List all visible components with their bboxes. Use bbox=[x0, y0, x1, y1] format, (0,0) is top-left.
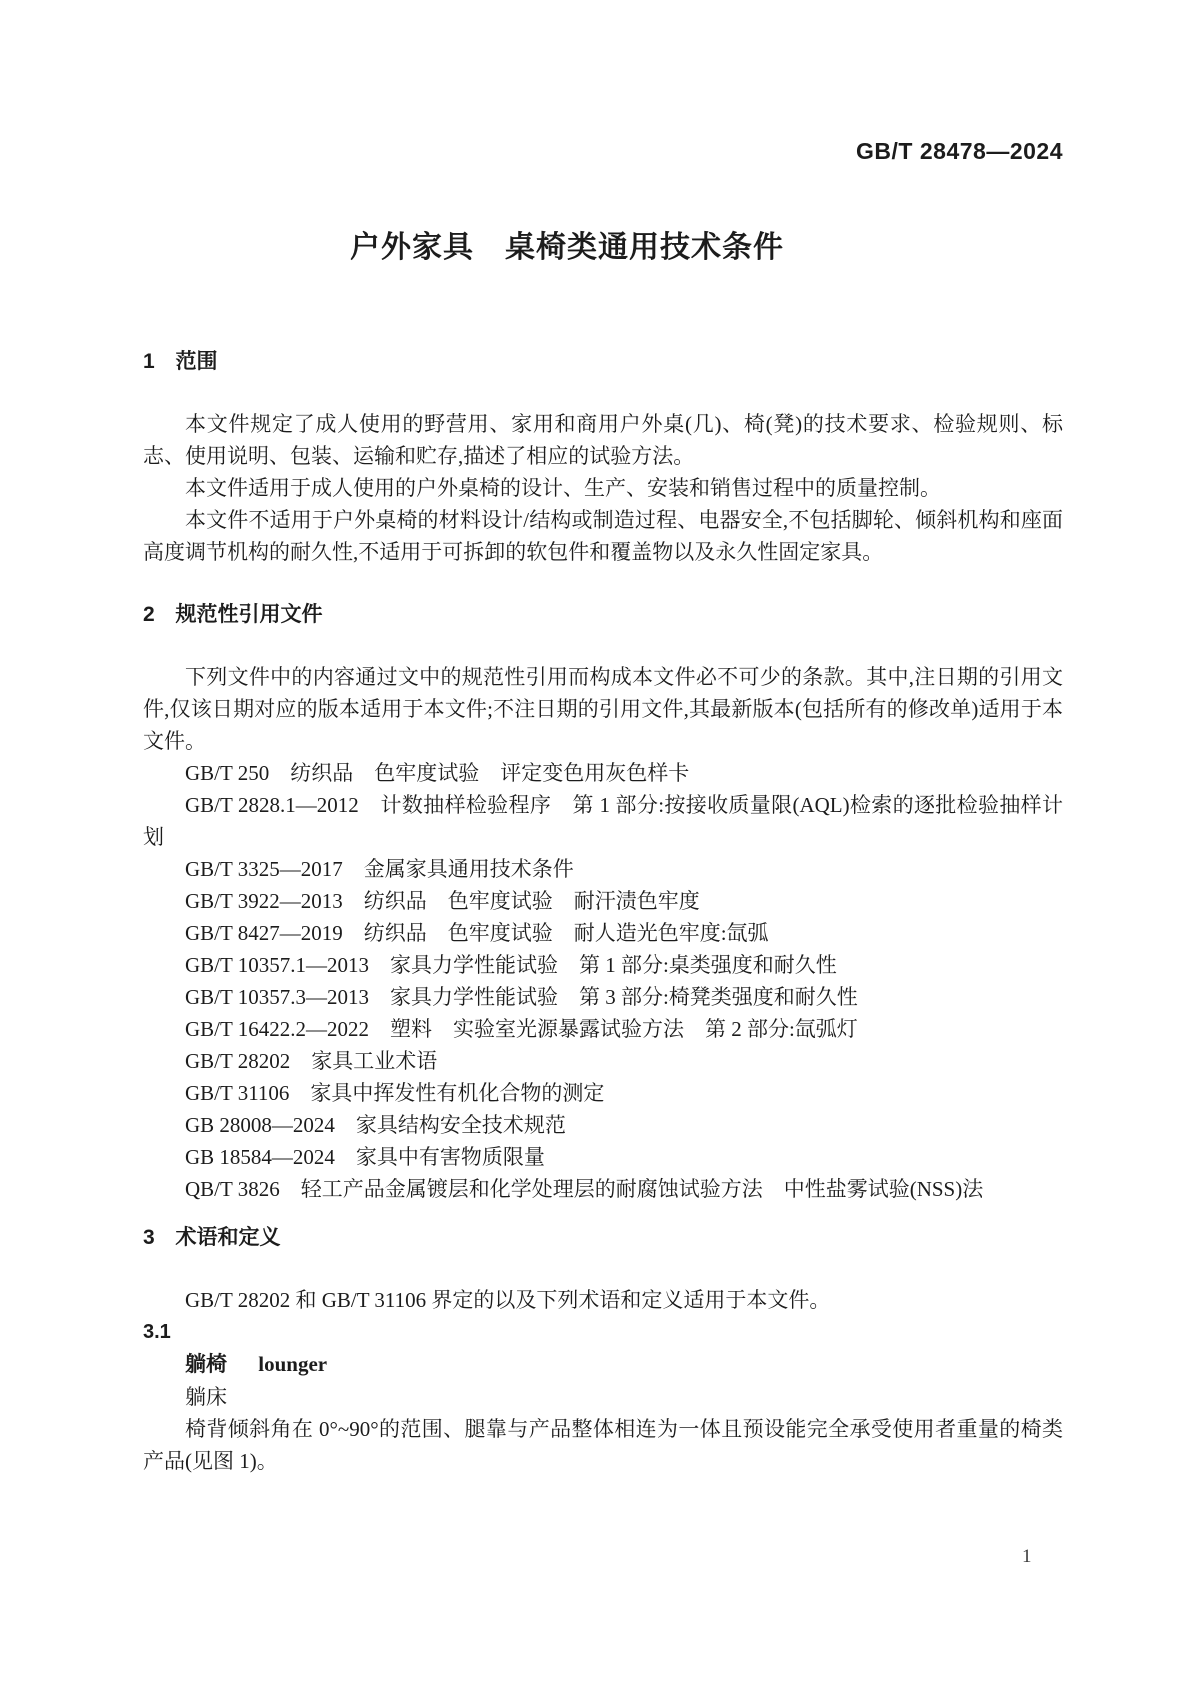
section-2-number: 2 bbox=[143, 603, 155, 626]
reference-item: GB/T 28202 家具工业术语 bbox=[185, 1049, 438, 1073]
terms-intro: GB/T 28202 和 GB/T 31106 界定的以及下列术语和定义适用于本文件。 bbox=[185, 1288, 831, 1312]
reference-item: GB/T 10357.1—2013 家具力学性能试验 第 1 部分:桌类强度和耐久性 bbox=[185, 953, 837, 977]
document-title: 户外家具 桌椅类通用技术条件 bbox=[350, 231, 784, 264]
reference-item: GB 28008—2024 家具结构安全技术规范 bbox=[185, 1113, 566, 1137]
reference-item: QB/T 3826 轻工产品金属镀层和化学处理层的耐腐蚀试验方法 中性盐雾试验(NSS)法 bbox=[185, 1177, 984, 1201]
page-content bbox=[143, 0, 1063, 1477]
section-1-heading bbox=[143, 346, 1063, 378]
term-chinese: 躺椅 bbox=[185, 1353, 227, 1376]
term-synonym: 躺床 bbox=[185, 1385, 227, 1409]
section-3-number: 3 bbox=[143, 1226, 155, 1249]
reference-item: GB/T 16422.2—2022 塑料 实验室光源暴露试验方法 第 2 部分:氙弧灯 bbox=[185, 1017, 858, 1041]
section-2-heading bbox=[143, 599, 1063, 631]
scope-paragraph-3: 本文件不适用于户外桌椅的材料设计/结构或制造过程、电器安全,不包括脚轮、倾斜机构和座面高度调节机构的耐久性,不适用于可拆卸的软包件和覆盖物以及永久性固定家具。 bbox=[143, 508, 1063, 564]
reference-item: GB/T 250 纺织品 色牢度试验 评定变色用灰色样卡 bbox=[185, 761, 690, 785]
section-3-heading bbox=[143, 1222, 1063, 1254]
reference-item: GB/T 31106 家具中挥发性有机化合物的测定 bbox=[185, 1081, 605, 1105]
reference-item: GB/T 3325—2017 金属家具通用技术条件 bbox=[185, 857, 574, 881]
standard-code: GB/T 28478—2024 bbox=[856, 138, 1063, 164]
section-2-title: 规范性引用文件 bbox=[175, 603, 323, 626]
reference-item: GB/T 10357.3—2013 家具力学性能试验 第 3 部分:椅凳类强度和耐久性 bbox=[185, 985, 858, 1009]
section-1-number: 1 bbox=[143, 350, 155, 373]
scope-paragraph-2: 本文件适用于成人使用的户外桌椅的设计、生产、安装和销售过程中的质量控制。 bbox=[185, 476, 941, 500]
section-3-title: 术语和定义 bbox=[175, 1226, 281, 1249]
term-entry bbox=[143, 1348, 1063, 1381]
term-english: lounger bbox=[258, 1352, 328, 1376]
reference-item: GB 18584—2024 家具中有害物质限量 bbox=[185, 1145, 545, 1169]
reference-item: GB/T 8427—2019 纺织品 色牢度试验 耐人造光色牢度:氙弧 bbox=[185, 921, 769, 945]
section-1-title: 范围 bbox=[175, 350, 218, 373]
reference-item: GB/T 2828.1—2012 计数抽样检验程序 第 1 部分:按接收质量限(AQL)检索的逐批检验抽样计划 bbox=[143, 793, 1063, 849]
term-definition: 椅背倾斜角在 0°~90°的范围、腿靠与产品整体相连为一体且预设能完全承受使用者重量的椅类产品(见图 1)。 bbox=[143, 1417, 1063, 1473]
reference-item: GB/T 3922—2013 纺织品 色牢度试验 耐汗渍色牢度 bbox=[185, 889, 700, 913]
scope-paragraph-1: 本文件规定了成人使用的野营用、家用和商用户外桌(几)、椅(凳)的技术要求、检验规则、标志、使用说明、包装、运输和贮存,描述了相应的试验方法。 bbox=[143, 412, 1063, 468]
page-number: 1 bbox=[1022, 1546, 1032, 1567]
clause-number: 3.1 bbox=[143, 1321, 171, 1343]
normative-references-intro: 下列文件中的内容通过文中的规范性引用而构成本文件必不可少的条款。其中,注日期的引用文件,仅该日期对应的版本适用于本文件;不注日期的引用文件,其最新版本(包括所有的修改单)适用于本文件。 bbox=[143, 665, 1063, 753]
